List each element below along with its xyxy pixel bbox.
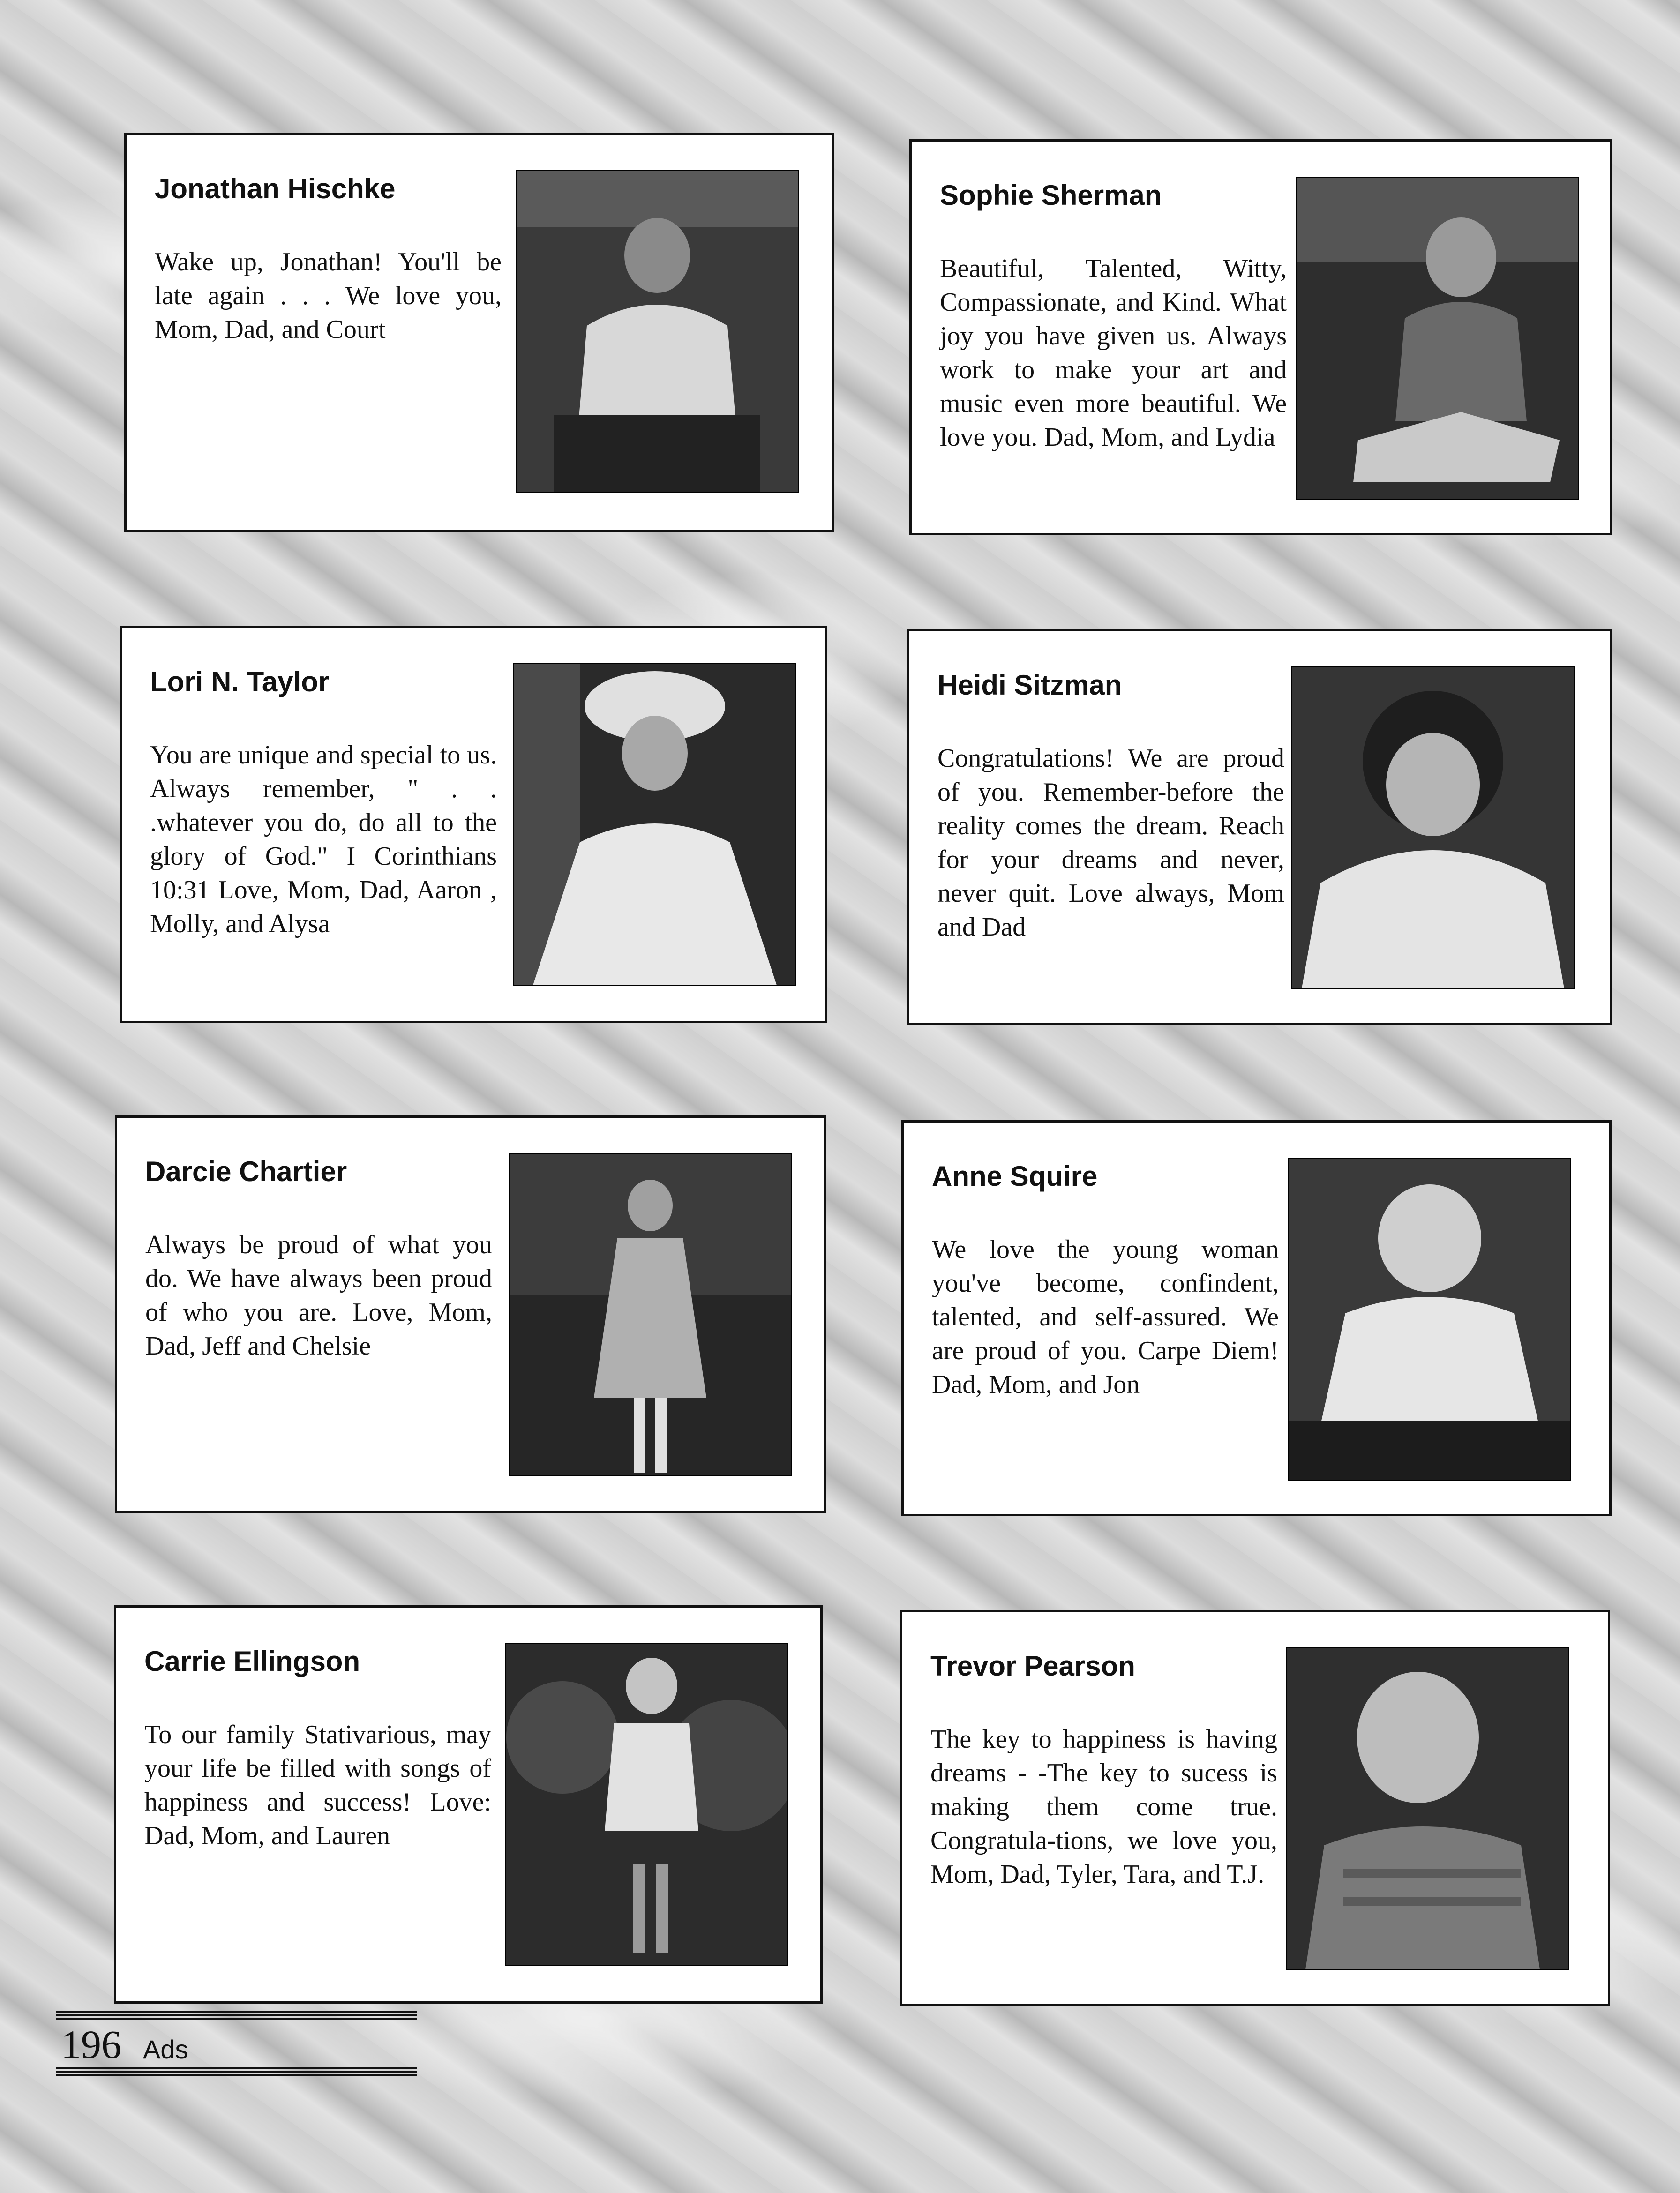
card-message: Beautiful, Talented, Witty, Compassionate, and Kind. What joy you have given us. Always work to make your art and music even more beautiful. We love you. Dad, Mom, and Lydia xyxy=(940,254,1287,452)
card-name: Darcie Chartier xyxy=(145,1156,347,1187)
child-photo xyxy=(1291,666,1575,989)
child-photo xyxy=(1288,1158,1571,1481)
folio-rule-bottom xyxy=(56,2067,417,2077)
ad-card-anne-squire xyxy=(901,1120,1612,1516)
child-photo xyxy=(509,1153,792,1476)
card-message: We love the young woman you've become, confindent, talented, and self-assured. We are proud of you. Carpe Diem! Dad, Mom, and Jon xyxy=(932,1235,1279,1399)
card-name: Jonathan Hischke xyxy=(155,173,396,204)
child-photo xyxy=(1296,177,1579,500)
card-message: To our family Stativarious, may your life be filled with songs of happiness and success! Love: Dad, Mom, and Lauren xyxy=(144,1720,491,1850)
card-name: Anne Squire xyxy=(932,1160,1098,1192)
page-folio xyxy=(56,2011,417,2072)
child-photo xyxy=(513,663,796,986)
card-message: Congratulations! We are proud of you. Remember-before the reality comes the dream. Reach for your dreams and never, never quit. Love always, Mom and Dad xyxy=(938,744,1284,942)
card-name: Sophie Sherman xyxy=(940,180,1162,211)
card-message: Wake up, Jonathan! You'll be late again . . . We love you, Mom, Dad, and Court xyxy=(155,247,502,344)
ad-card-darcie-chartier xyxy=(115,1115,826,1513)
ad-card-carrie-ellingson xyxy=(114,1605,823,2004)
ad-card-trevor-pearson xyxy=(900,1610,1610,2006)
card-name: Carrie Ellingson xyxy=(144,1646,360,1677)
section-label: Ads xyxy=(143,2035,188,2064)
card-message: Always be proud of what you do. We have always been proud of who you are. Love, Mom, Dad, Jeff and Chelsie xyxy=(145,1230,492,1361)
ad-card-lori-n-taylor xyxy=(120,626,827,1023)
child-photo xyxy=(1286,1647,1569,1970)
child-photo xyxy=(505,1643,788,1966)
card-name: Lori N. Taylor xyxy=(150,666,330,697)
card-name: Trevor Pearson xyxy=(930,1650,1135,1682)
ad-card-sophie-sherman xyxy=(909,139,1612,535)
ad-card-heidi-sitzman xyxy=(907,629,1612,1025)
folio-rule-top xyxy=(56,2011,417,2021)
card-message: You are unique and special to us. Always remember, " . . .whatever you do, do all to the glory of God." I Corinthians 10:31 Love, Mom, Dad, Aaron , Molly, and Alysa xyxy=(150,741,497,938)
ad-card-jonathan-hischke xyxy=(124,133,834,532)
page-number: 196 xyxy=(61,2022,121,2067)
child-photo xyxy=(516,170,799,493)
card-message: The key to happiness is having dreams - -The key to sucess is making them come true. Congratula-tions, we love you, Mom, Dad, Tyler, Tara, and T.J. xyxy=(930,1725,1277,1889)
card-name: Heidi Sitzman xyxy=(938,669,1122,701)
